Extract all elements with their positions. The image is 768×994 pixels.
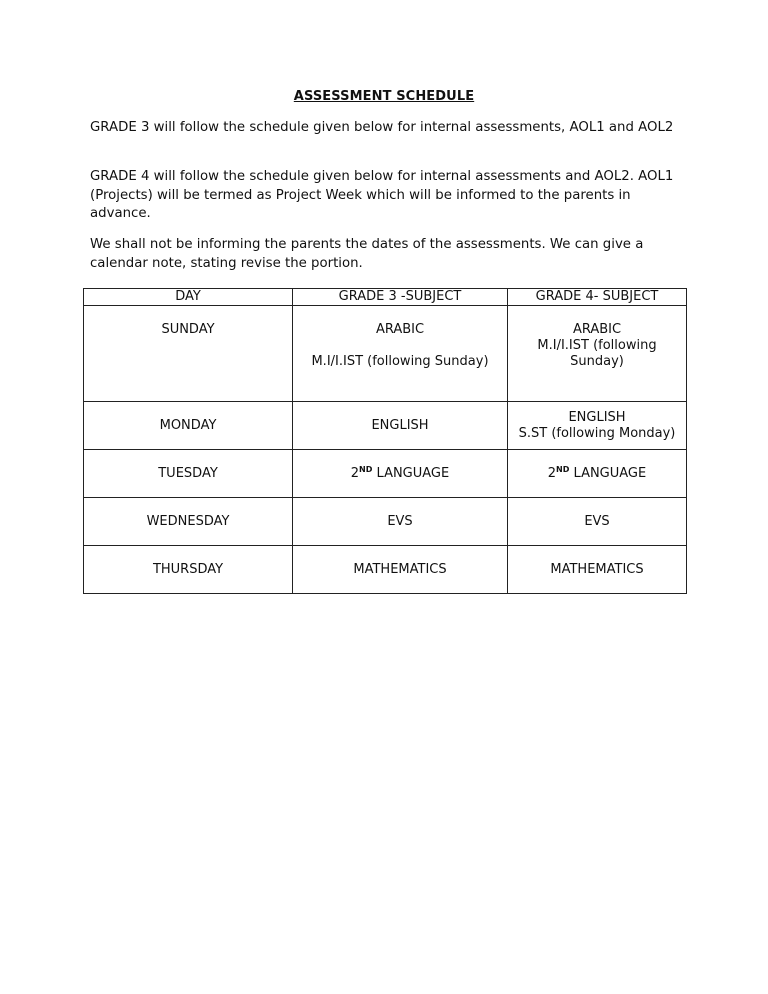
subject-line: ENGLISH xyxy=(568,409,626,425)
day-label: THURSDAY xyxy=(152,561,224,577)
cell-grade3-subject xyxy=(293,402,508,450)
cell-grade3-subject xyxy=(293,546,508,594)
table-row-sunday xyxy=(84,306,687,402)
day-label: MONDAY xyxy=(159,417,217,433)
paragraph-grade3: GRADE 3 will follow the schedule given below for internal assessments, AOL1 and AOL2 xyxy=(90,120,674,135)
cell-grade4-subject xyxy=(508,450,687,498)
subject-line: MATHEMATICS xyxy=(353,561,447,577)
subject-line: S.ST (following Monday) xyxy=(518,425,676,441)
subject-line: M.I/I.IST (following Sunday) xyxy=(311,354,489,369)
subject-name: LANGUAGE xyxy=(372,465,450,481)
header-day: DAY xyxy=(84,289,293,306)
day-label: TUESDAY xyxy=(158,465,218,481)
ordinal-suffix: ND xyxy=(556,464,570,474)
table-row-tuesday xyxy=(84,450,687,498)
subject-line: MATHEMATICS xyxy=(550,561,644,577)
cell-grade3-subject xyxy=(293,450,508,498)
day-label: SUNDAY xyxy=(161,322,215,337)
cell-day xyxy=(84,450,293,498)
page-title: ASSESSMENT SCHEDULE xyxy=(293,89,475,104)
header-grade3-subject: GRADE 3 -SUBJECT xyxy=(293,289,508,306)
subject-line: EVS xyxy=(387,513,413,529)
day-label: WEDNESDAY xyxy=(146,513,230,529)
subject-name: LANGUAGE xyxy=(569,465,647,481)
ordinal-suffix: ND xyxy=(359,464,373,474)
paragraph-note: We shall not be informing the parents the dates of the assessments. We can give a calendar note, stating revise the portion. xyxy=(90,237,644,271)
table-row-thursday xyxy=(84,546,687,594)
cell-day xyxy=(84,306,293,402)
subject-line: EVS xyxy=(584,513,610,529)
table-row-wednesday xyxy=(84,498,687,546)
cell-grade3-subject xyxy=(293,498,508,546)
cell-grade3-subject xyxy=(293,306,508,402)
ordinal-number: 2 xyxy=(547,465,557,481)
cell-day xyxy=(84,546,293,594)
cell-day xyxy=(84,498,293,546)
subject-line: ARABIC xyxy=(572,322,622,337)
assessment-schedule-table xyxy=(83,288,687,594)
cell-day xyxy=(84,402,293,450)
cell-grade4-subject xyxy=(508,306,687,402)
subject-line: ENGLISH xyxy=(371,417,429,433)
paragraph-grade4: GRADE 4 will follow the schedule given below for internal assessments and AOL2. AOL1 (Projects) will be termed as Project Week which will be informed to the parents in advance. xyxy=(90,169,674,221)
subject-line: ARABIC xyxy=(375,322,425,337)
header-grade4-subject: GRADE 4- SUBJECT xyxy=(508,289,687,306)
cell-grade4-subject xyxy=(508,402,687,450)
table-header-row xyxy=(84,289,687,306)
cell-grade4-subject xyxy=(508,498,687,546)
subject-line: Sunday) xyxy=(570,354,624,369)
table-row-monday xyxy=(84,402,687,450)
ordinal-number: 2 xyxy=(350,465,360,481)
cell-grade4-subject xyxy=(508,546,687,594)
subject-line: M.I/I.IST (following xyxy=(537,338,657,353)
